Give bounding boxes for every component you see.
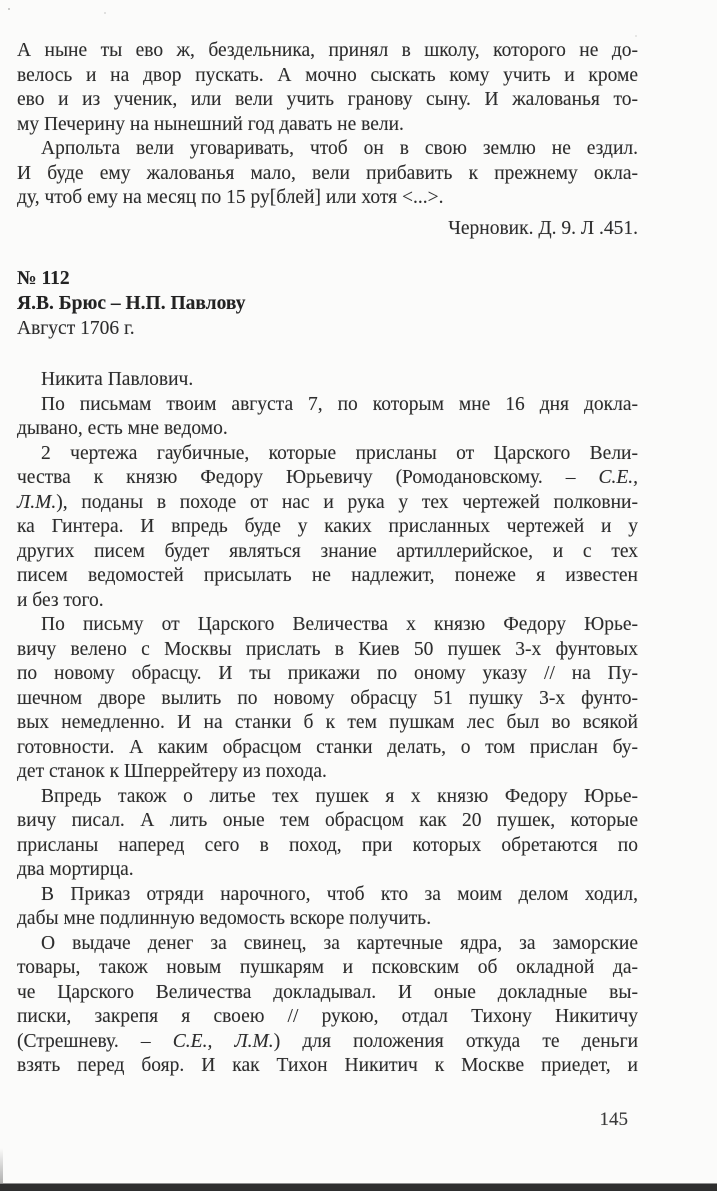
text-line bbox=[17, 785, 638, 810]
paragraph bbox=[17, 883, 638, 932]
text-run: других писем будет являться знание артиллерийское, и с тех bbox=[17, 540, 638, 562]
text-run: А ныне ты ево ж, бездельника, принял в школу, которого не до- bbox=[17, 40, 638, 61]
text-run: О выдаче денег за свинец, за картечные ядра, за заморские bbox=[41, 932, 638, 954]
text-run: Арпольта вели уговаривать, чтоб он в свою землю не ездил. bbox=[41, 138, 638, 159]
text-run: ), поданы в походе от нас и рука у тех чертежей полковни- bbox=[56, 491, 638, 513]
editorial-note-run: С.Е., Л.М. bbox=[172, 1030, 274, 1052]
text-run: ду, чтоб ему на месяц по 15 ру[блей] или хотя <...>. bbox=[17, 187, 444, 208]
paragraph bbox=[17, 932, 638, 1079]
text-line bbox=[17, 88, 638, 113]
text-line bbox=[17, 162, 638, 187]
text-run: И буде ему жалованья мало, вели прибавить к прежнему окла- bbox=[17, 162, 638, 184]
text-run: по новому обрасцу. И ты прикажи по оному указу // на Пу- bbox=[17, 663, 638, 684]
text-run: шечном дворе вылить по новому обрасцу 51 пушку 3-х фунто- bbox=[17, 687, 638, 709]
text-line bbox=[17, 515, 638, 540]
text-line bbox=[17, 858, 638, 883]
text-run: ) для положения откуда те деньги bbox=[273, 1030, 639, 1052]
text-run: му Печерину на нынешний год давать не вели. bbox=[17, 113, 404, 135]
text-run: писки, закрепя я своею // рукою, отдал Тихону Никитичу bbox=[17, 1006, 638, 1027]
text-line bbox=[17, 368, 638, 393]
text-run: (Стрешневу. – bbox=[17, 1030, 173, 1052]
text-line bbox=[17, 64, 638, 89]
text-line bbox=[17, 883, 638, 908]
text-line bbox=[17, 442, 638, 467]
text-line bbox=[17, 1005, 638, 1030]
text-line bbox=[17, 687, 638, 712]
editorial-note-run: Л.М. bbox=[17, 491, 57, 513]
text-run: дывано, есть мне ведомо. bbox=[17, 418, 228, 439]
text-run: и без того. bbox=[17, 589, 104, 611]
paragraph bbox=[17, 368, 638, 393]
text-run: готовности. А каким обрасцом станки делать, о том прислан бу- bbox=[17, 736, 638, 758]
text-line bbox=[17, 1054, 638, 1079]
text-run: вичу велено с Москвы прислать в Киев 50 пушек 3-х фунтовых bbox=[17, 638, 638, 660]
text-line bbox=[17, 956, 638, 981]
text-run: писем ведомостей присылать не надлежит, понеже я известен bbox=[17, 565, 638, 586]
text-line bbox=[17, 564, 638, 589]
text-line bbox=[17, 491, 638, 516]
text-run: Впредь також о литье тех пушек я х князю Федору Юрье- bbox=[41, 785, 638, 807]
text-line bbox=[17, 540, 638, 565]
letter-title: Я.В. Брюс – Н.П. Павлову bbox=[17, 293, 246, 314]
text-line bbox=[17, 760, 638, 785]
text-run: 2 чертежа гаубичные, которые присланы от Царского Вели- bbox=[41, 442, 638, 464]
text-run: велось и на двор пускать. А мочно сыскать кому учить и кроме bbox=[17, 64, 638, 86]
text-run: По письму от Царского Величества х князю Федору Юрье- bbox=[41, 614, 638, 635]
text-run: дет станок к Шперрейтеру из похода. bbox=[17, 761, 327, 782]
scan-edge-smudge bbox=[0, 1148, 3, 1184]
text-line bbox=[17, 834, 638, 859]
text-run: присланы наперед сего в поход, при которых обретаются по bbox=[17, 834, 638, 856]
text-run: В Приказ отряди нарочного, чтоб кто за моим делом ходил, bbox=[41, 883, 638, 905]
text-line bbox=[17, 137, 638, 162]
text-line bbox=[17, 809, 638, 834]
text-run: два мортирца. bbox=[17, 859, 134, 880]
letter-number: № 112 bbox=[17, 268, 70, 289]
text-run: По письмам твоим августа 7, по которым мне 16 дня докла- bbox=[41, 393, 638, 415]
text-line bbox=[17, 736, 638, 761]
text-line bbox=[17, 662, 638, 687]
letter-date: Август 1706 г. bbox=[17, 318, 135, 339]
text-run: ка Гинтера. И впредь буде у каких присланных чертежей и у bbox=[17, 516, 638, 537]
archival-note: Черновик. Д. 9. Л .451. bbox=[448, 217, 638, 239]
text-line bbox=[17, 638, 638, 663]
text-line bbox=[17, 1030, 638, 1055]
text-run: товары, також новым пушкарям и псковским об окладной да- bbox=[17, 957, 638, 978]
text-line bbox=[17, 466, 638, 491]
text-run: вичу писал. А лить оные тем обрасцом как 20 пушек, которые bbox=[17, 810, 638, 831]
scan-noise-speckles bbox=[8, 8, 10, 10]
letter-body bbox=[17, 368, 638, 1079]
text-line bbox=[17, 981, 638, 1006]
paragraph bbox=[17, 613, 638, 785]
editorial-note-run: С.Е., bbox=[598, 467, 638, 488]
paragraph bbox=[17, 785, 638, 883]
text-line bbox=[17, 907, 638, 932]
text-line bbox=[17, 932, 638, 957]
text-run: Никита Павлович. bbox=[41, 369, 194, 390]
text-run: чества к князю Федору Юрьевичу (Ромодановскому. – bbox=[17, 467, 599, 488]
page-number: 145 bbox=[599, 1109, 628, 1130]
paragraph bbox=[17, 137, 638, 211]
text-line bbox=[17, 186, 638, 211]
text-run: вых немедленно. И на станки б к тем пушкам лес был во всякой bbox=[17, 712, 638, 733]
letter-header bbox=[17, 266, 638, 341]
paragraph bbox=[17, 39, 638, 137]
text-line bbox=[17, 113, 638, 138]
text-line bbox=[17, 613, 638, 638]
previous-letter-ending bbox=[17, 39, 638, 241]
previous-letter-paragraphs bbox=[17, 39, 638, 211]
text-line bbox=[17, 39, 638, 64]
text-run: че Царского Величества докладывал. И оные докладные вы- bbox=[17, 981, 638, 1003]
text-line bbox=[17, 393, 638, 418]
text-run: дабы мне подлинную ведомость вскоре получить. bbox=[17, 908, 432, 929]
text-line bbox=[17, 589, 638, 614]
text-line bbox=[17, 711, 638, 736]
text-line bbox=[17, 417, 638, 442]
paragraph bbox=[17, 442, 638, 614]
scan-bottom-edge bbox=[0, 1183, 717, 1191]
text-run: взять перед бояр. И как Тихон Никитич к Москве приедет, и bbox=[17, 1055, 638, 1076]
text-column bbox=[17, 0, 638, 1079]
text-run: ево и из ученик, или вели учить гранову сыну. И жалованья то- bbox=[17, 89, 638, 110]
paragraph bbox=[17, 393, 638, 442]
